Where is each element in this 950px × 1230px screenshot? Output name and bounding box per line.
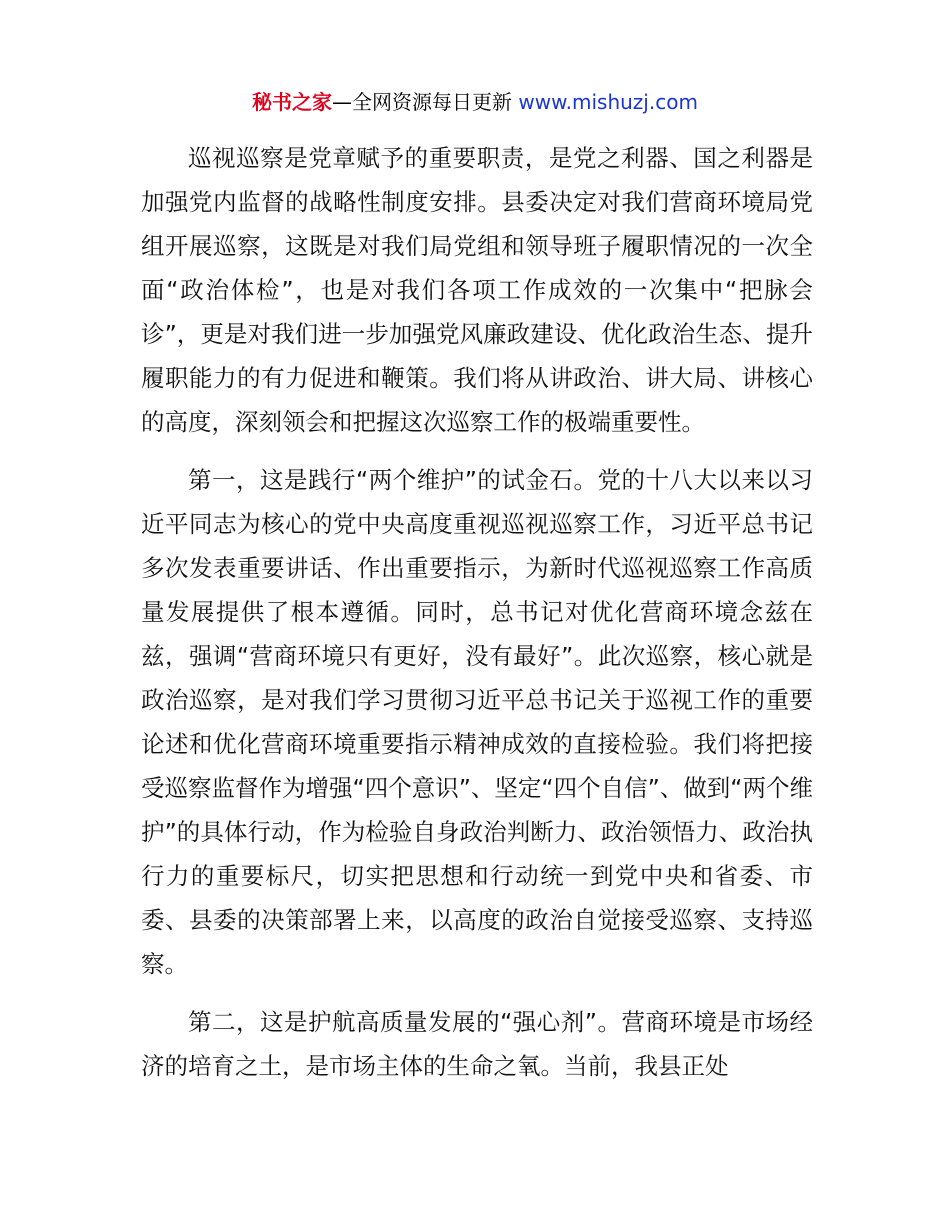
site-name: 秘书之家 [252, 90, 333, 114]
paragraph-second-point: 第二，这是护航高质量发展的“强心剂”。营商环境是市场经济的培育之土，是市场主体的生命之氧。当前，我县正处 [141, 1008, 813, 1080]
site-url-link[interactable]: www.mishuzj.com [518, 90, 698, 114]
paragraph-intro: 巡视巡察是党章赋予的重要职责，是党之利器、国之利器是加强党内监督的战略性制度安排。县委决定对我们营商环境局党组开展巡察，这既是对我们局党组和领导班子履职情况的一次全面“政治体检”，也是对我们各项工作成效的一次集中“把脉会诊”，更是对我们进一步加强党风廉政建设、优化政治生态、提升履职能力的有力促进和鞭策。我们将从讲政治、讲大局、讲核心的高度，深刻领会和把握这次巡察工作的极端重要性。 [141, 144, 813, 436]
site-header [0, 86, 950, 118]
document-body [141, 136, 813, 1102]
site-tagline: —全网资源每日更新 [332, 90, 513, 114]
paragraph-first-point: 第一，这是践行“两个维护”的试金石。党的十八大以来以习近平同志为核心的党中央高度重视巡视巡察工作，习近平总书记多次发表重要讲话、作出重要指示，为新时代巡视巡察工作高质量发展提供了根本遵循。同时，总书记对优化营商环境念兹在兹，强调“营商环境只有更好，没有最好”。此次巡察，核心就是政治巡察，是对我们学习贯彻习近平总书记关于巡视工作的重要论述和优化营商环境重要指示精神成效的直接检验。我们将把接受巡察监督作为增强“四个意识”、坚定“四个自信”、做到“两个维护”的具体行动，作为检验自身政治判断力、政治领悟力、政治执行力的重要标尺，切实把思想和行动统一到党中央和省委、市委、县委的决策部署上来，以高度的政治自觉接受巡察、支持巡察。 [141, 466, 813, 978]
